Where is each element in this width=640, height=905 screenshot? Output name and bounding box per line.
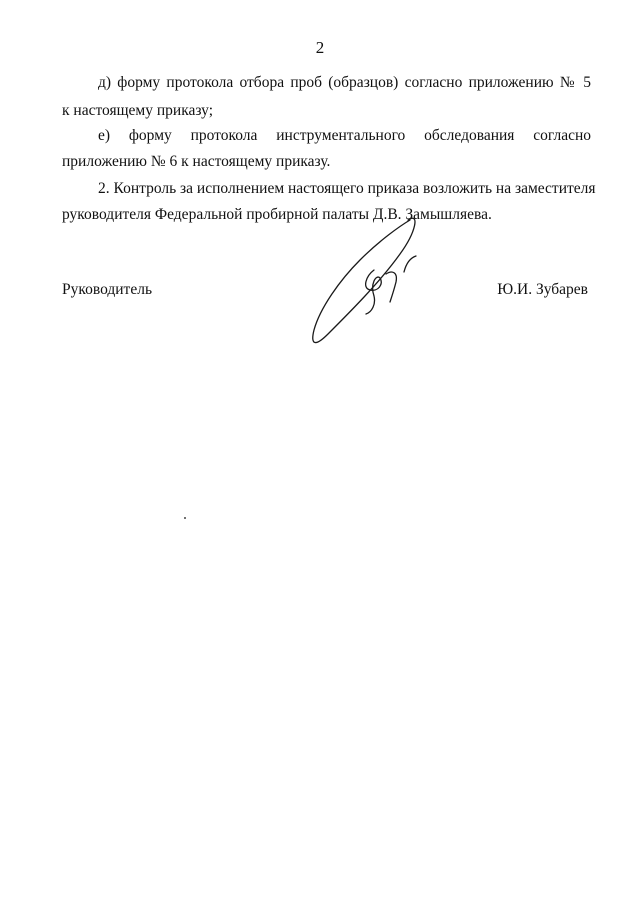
handwritten-signature [300, 212, 430, 350]
scan-speck [184, 517, 186, 519]
paragraph-line-item-2-end: руководителя Федеральной пробирной палаты Д.В. Замышляева. [62, 206, 492, 223]
signatory-name: Ю.И. Зубарев [497, 281, 588, 298]
signatory-position: Руководитель [62, 281, 153, 298]
page-number: 2 [315, 38, 325, 57]
paragraph-line-item-d: д) форму протокола отбора проб (образцов) согласно приложению № 5 [98, 74, 591, 91]
paragraph-line-item-e-end: приложению № 6 к настоящему приказу. [62, 153, 331, 170]
paragraph-line-item-e: е) форму протокола инструментального обследования согласно [98, 127, 591, 144]
paragraph-line-item-d-end: к настоящему приказу; [62, 102, 214, 119]
paragraph-line-item-2: 2. Контроль за исполнением настоящего приказа возложить на заместителя [98, 180, 596, 197]
